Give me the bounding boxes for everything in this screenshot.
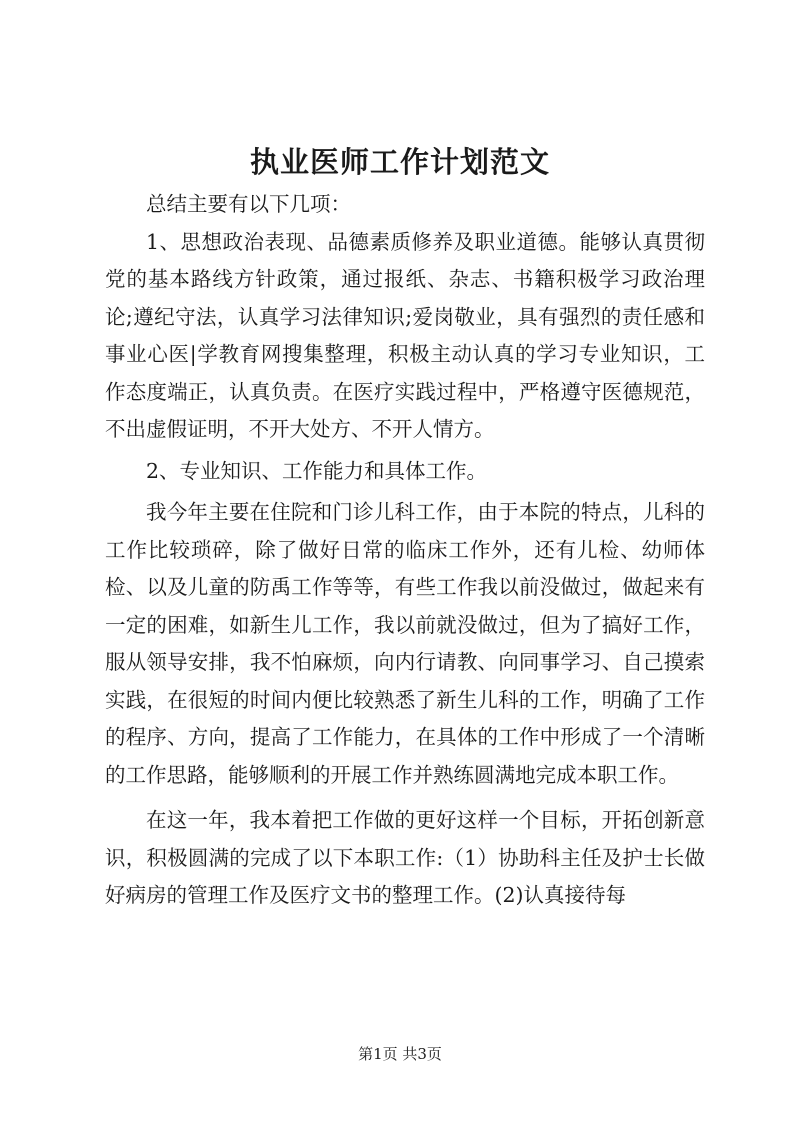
document-title: 执业医师工作计划范文 bbox=[249, 145, 550, 179]
paragraph-pediatrics-work: 我今年主要在住院和门诊儿科工作，由于本院的特点，儿科的工作比较琐碎，除了做好日常的临床工作外，还有儿检、幼师体检、以及儿童的防禹工作等等，有些工作我以前没做过，做起来有一定的困难，如新生儿工作，我以前就没做过，但为了搞好工作，服从领导安排，我不怕麻烦，向内行请教、向同事学习、自己摸索实践，在很短的时间内便比较熟悉了新生儿科的工作，明确了工作的程序、方向，提高了工作能力，在具体的工作中形成了一个清晰的工作思路，能够顺利的开展工作并熟练圆满地完成本职工作。 bbox=[105, 500, 705, 787]
paragraph-summary-intro: 总结主要有以下几项： bbox=[146, 192, 351, 216]
document-body bbox=[105, 186, 705, 915]
paragraph-year-goals: 在这一年，我本着把工作做的更好这样一个目标，开拓创新意识，积极圆满的完成了以下本职工作:（1）协助科主任及护士长做好病房的管理工作及医疗文书的整理工作。(2)认真接待每 bbox=[105, 808, 705, 907]
page-footer: 第1页 共3页 bbox=[358, 1045, 442, 1063]
paragraph-professional-heading: 2、专业知识、工作能力和具体工作。 bbox=[146, 458, 488, 483]
paragraph-political-ethics: 1、思想政治表现、品德素质修养及职业道德。能够认真贯彻党的基本路线方针政策，通过报纸、杂志、书籍积极学习政治理论;遵纪守法，认真学习法律知识;爱岗敬业，具有强烈的责任感和事业心医|学教育网搜集整理，积极主动认真的学习专业知识，工作态度端正，认真负责。在医疗实践过程中，严格遵守医德规范，不出虚假证明，不开大处方、不开人情方。 bbox=[105, 229, 705, 441]
